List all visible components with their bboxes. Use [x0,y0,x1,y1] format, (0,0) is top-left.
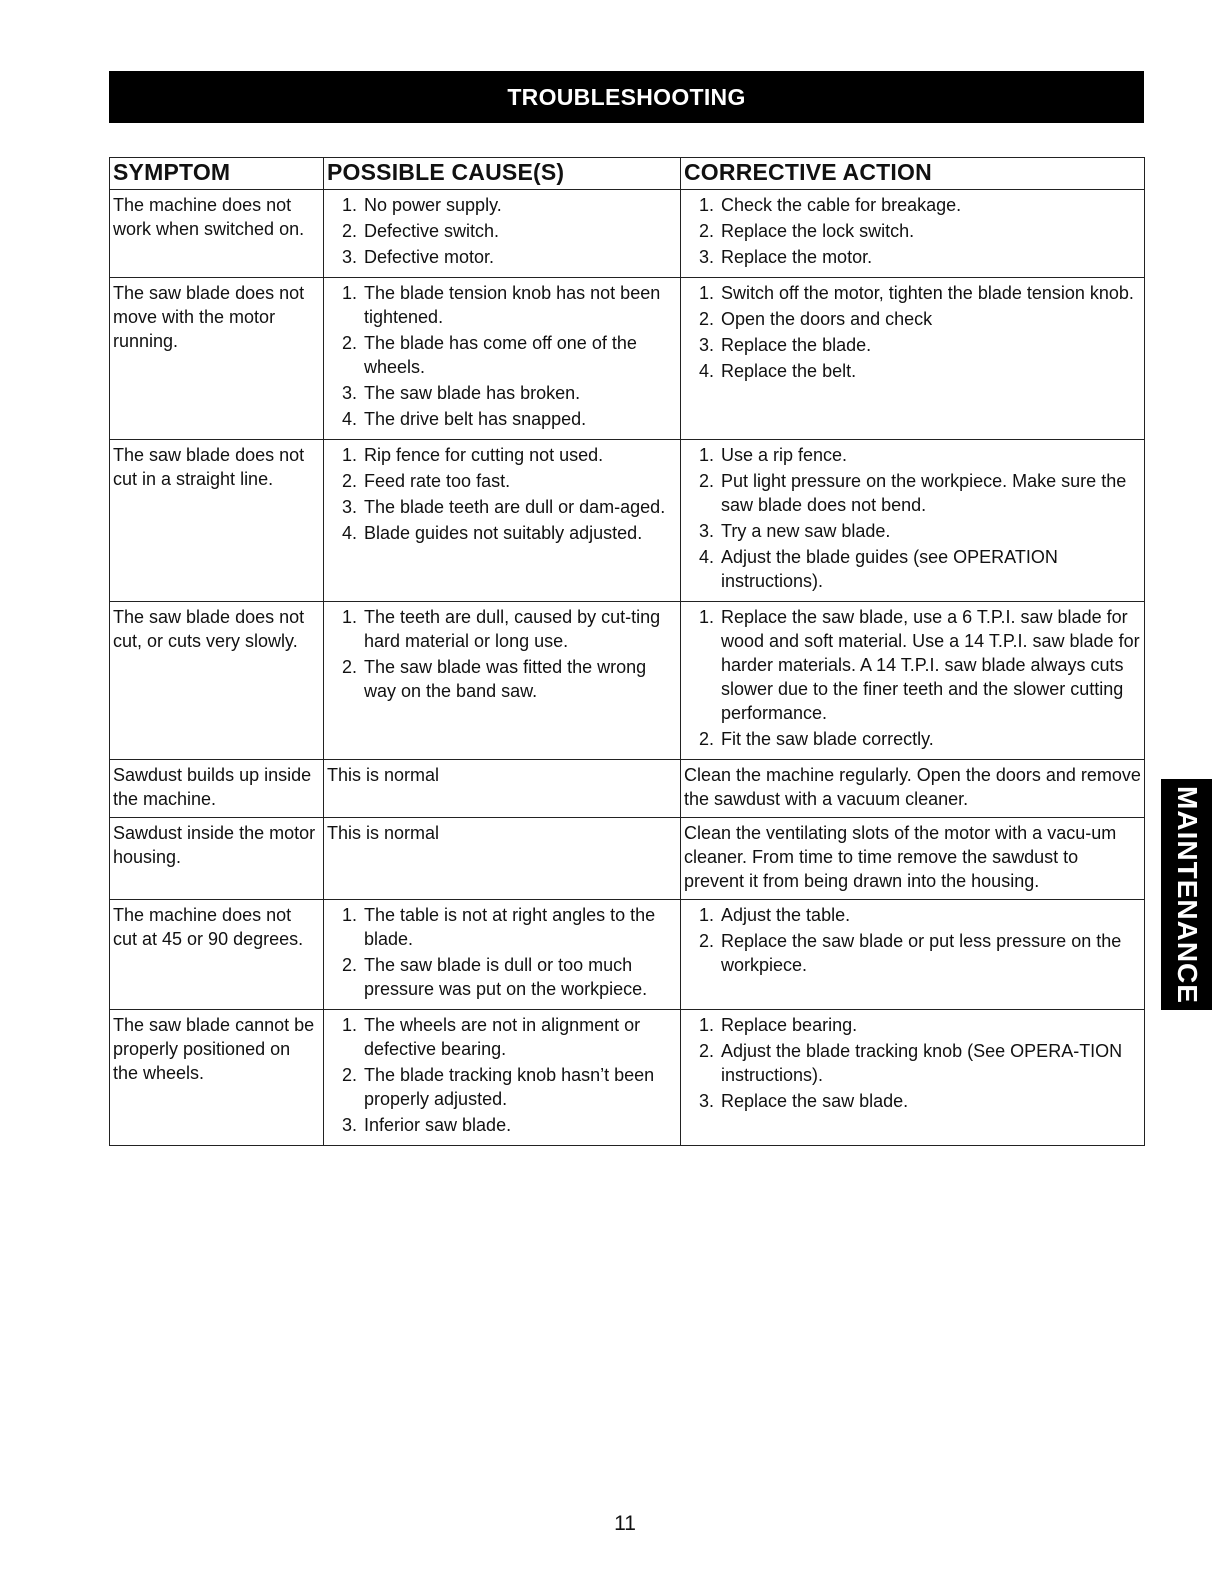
cause-number: 1. [341,905,357,925]
action-item [684,281,1141,305]
action-text: Switch off the motor, tighten the blade tension knob. [721,283,1134,303]
action-number: 2. [698,729,714,749]
table-row [110,818,1145,900]
table-row [110,900,1145,1010]
action-text: Check the cable for breakage. [721,195,962,215]
cause-number: 1. [341,1015,357,1035]
cause-text: No power supply. [364,195,502,215]
cause-item [327,193,677,217]
cause-text: Defective switch. [364,221,500,241]
cause-cell [324,602,681,760]
action-text: Replace the motor. [721,247,873,267]
cause-item [327,1013,677,1061]
table-row [110,760,1145,818]
action-text: Replace the blade. [721,335,872,355]
cause-text: The teeth are dull, caused by cut-ting hard material or long use. [364,607,661,651]
cause-number: 2. [341,221,357,241]
cause-item [327,903,677,951]
action-text: Replace the saw blade, use a 6 T.P.I. saw blade for wood and soft material. Use a 14 T.P.I. saw blade for harder materials. A 14 T.P.I. saw blade always cuts slower due to the finer teeth and the slower cutting performance. [721,607,1140,723]
cause-item [327,381,677,405]
action-number: 3. [698,1091,714,1111]
action-cell [681,190,1145,278]
action-item [684,545,1141,593]
action-number: 2. [698,1041,714,1061]
action-item [684,193,1141,217]
cause-text: Defective motor. [364,247,495,267]
troubleshooting-table [109,157,1145,1146]
cause-item [327,281,677,329]
action-number: 3. [698,247,714,267]
action-text: Adjust the blade tracking knob (See OPERA-TION instructions). [721,1041,1123,1085]
cause-item [327,1113,677,1137]
cause-item [327,245,677,269]
cause-cell [324,1010,681,1146]
action-item [684,903,1141,927]
action-item [684,245,1141,269]
cause-text: Blade guides not suitably adjusted. [364,523,643,543]
cause-number: 1. [341,283,357,303]
action-number: 2. [698,931,714,951]
action-number: 1. [698,445,714,465]
symptom-cell: Sawdust builds up inside the machine. [110,760,324,818]
cause-number: 2. [341,333,357,353]
symptom-cell: The saw blade cannot be properly positioned on the wheels. [110,1010,324,1146]
cause-text: Feed rate too fast. [364,471,511,491]
page-number: 11 [614,1512,636,1535]
action-number: 3. [698,335,714,355]
header-symptom: SYMPTOM [110,158,324,190]
action-text: Replace the saw blade. [721,1091,909,1111]
cause-number: 3. [341,497,357,517]
action-cell [681,602,1145,760]
action-text: Replace the lock switch. [721,221,915,241]
cause-number: 1. [341,445,357,465]
action-text: Replace bearing. [721,1015,858,1035]
action-text: Adjust the table. [721,905,851,925]
cause-number: 3. [341,1115,357,1135]
action-item [684,219,1141,243]
cause-item [327,219,677,243]
maintenance-side-tab [1161,779,1212,1010]
cause-cell: This is normal [324,760,681,818]
cause-item [327,469,677,493]
symptom-cell: The saw blade does not cut, or cuts very slowly. [110,602,324,760]
action-number: 1. [698,607,714,627]
cause-number: 2. [341,471,357,491]
cause-number: 2. [341,657,357,677]
cause-text: The wheels are not in alignment or defective bearing. [364,1015,641,1059]
action-text: Adjust the blade guides (see OPERATION instructions). [721,547,1058,591]
table-row [110,440,1145,602]
table-header-row [110,158,1145,190]
page-title-banner [109,71,1144,123]
action-item [684,929,1141,977]
action-item [684,359,1141,383]
symptom-cell: The machine does not work when switched on. [110,190,324,278]
symptom-cell: The saw blade does not move with the motor running. [110,278,324,440]
cause-cell [324,440,681,602]
page-title: TROUBLESHOOTING [507,83,746,110]
cause-item [327,1063,677,1111]
cause-text: The blade tension knob has not been tightened. [364,283,661,327]
cause-number: 1. [341,607,357,627]
action-item [684,1039,1141,1087]
cause-item [327,655,677,703]
cause-number: 4. [341,409,357,429]
action-number: 2. [698,471,714,491]
cause-text: The blade teeth are dull or dam-aged. [364,497,666,517]
action-text: Try a new saw blade. [721,521,891,541]
action-cell: Clean the machine regularly. Open the doors and remove the sawdust with a vacuum cleaner. [681,760,1145,818]
cause-text: The drive belt has snapped. [364,409,587,429]
action-text: Fit the saw blade correctly. [721,729,934,749]
side-tab-label: MAINTENANCE [1171,785,1203,1004]
cause-cell [324,278,681,440]
action-text: Replace the saw blade or put less pressure on the workpiece. [721,931,1122,975]
action-cell [681,440,1145,602]
action-item [684,469,1141,517]
cause-text: The saw blade was fitted the wrong way on the band saw. [364,657,647,701]
action-text: Replace the belt. [721,361,857,381]
action-number: 2. [698,309,714,329]
action-number: 4. [698,361,714,381]
action-text: Open the doors and check [721,309,933,329]
table-row [110,190,1145,278]
cause-number: 3. [341,383,357,403]
header-possible-causes: POSSIBLE CAUSE(S) [324,158,681,190]
cause-item [327,605,677,653]
cause-number: 2. [341,1065,357,1085]
cause-item [327,953,677,1001]
symptom-cell: The saw blade does not cut in a straight line. [110,440,324,602]
action-cell: Clean the ventilating slots of the motor with a vacu-um cleaner. From time to time remove the sawdust to prevent it from being drawn into the housing. [681,818,1145,900]
cause-text: The blade tracking knob hasn’t been properly adjusted. [364,1065,655,1109]
cause-text: The blade has come off one of the wheels. [364,333,637,377]
cause-cell: This is normal [324,818,681,900]
action-cell [681,900,1145,1010]
cause-item [327,495,677,519]
action-number: 1. [698,195,714,215]
symptom-cell: Sawdust inside the motor housing. [110,818,324,900]
table-row [110,602,1145,760]
cause-cell [324,190,681,278]
action-number: 3. [698,521,714,541]
table-row [110,1010,1145,1146]
action-cell [681,278,1145,440]
action-item [684,1089,1141,1113]
header-corrective-action: CORRECTIVE ACTION [681,158,1145,190]
action-number: 4. [698,547,714,567]
cause-text: The saw blade is dull or too much pressure was put on the workpiece. [364,955,648,999]
action-number: 1. [698,1015,714,1035]
cause-cell [324,900,681,1010]
action-item [684,519,1141,543]
cause-item [327,331,677,379]
cause-item [327,443,677,467]
action-cell [681,1010,1145,1146]
action-number: 1. [698,283,714,303]
cause-text: The table is not at right angles to the blade. [364,905,656,949]
cause-number: 2. [341,955,357,975]
action-item [684,605,1141,725]
cause-number: 3. [341,247,357,267]
action-item [684,1013,1141,1037]
cause-number: 4. [341,523,357,543]
action-item [684,333,1141,357]
action-text: Put light pressure on the workpiece. Make sure the saw blade does not bend. [721,471,1127,515]
action-text: Use a rip fence. [721,445,848,465]
action-item [684,443,1141,467]
cause-item [327,521,677,545]
action-number: 2. [698,221,714,241]
action-number: 1. [698,905,714,925]
cause-text: Rip fence for cutting not used. [364,445,604,465]
symptom-cell: The machine does not cut at 45 or 90 degrees. [110,900,324,1010]
action-item [684,727,1141,751]
cause-item [327,407,677,431]
cause-number: 1. [341,195,357,215]
cause-text: Inferior saw blade. [364,1115,512,1135]
cause-text: The saw blade has broken. [364,383,581,403]
action-item [684,307,1141,331]
table-row [110,278,1145,440]
